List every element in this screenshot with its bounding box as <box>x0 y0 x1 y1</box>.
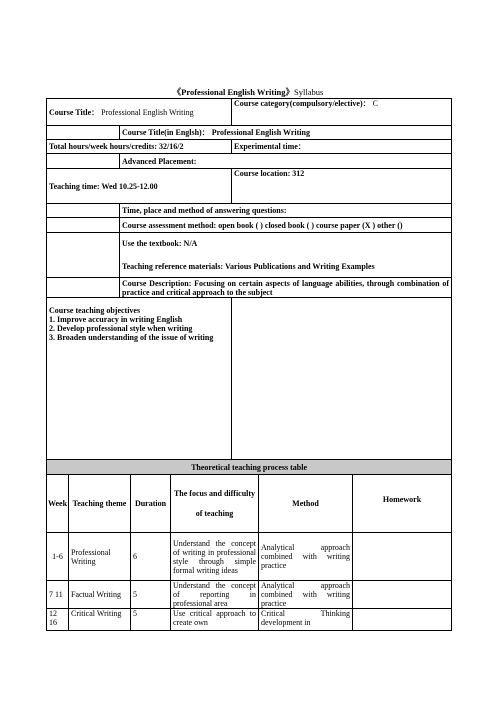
row-focus: Understand the concept of writing in professional style through simple formal writing ideas <box>171 533 259 581</box>
course-title-value: Professional English Writing <box>101 107 194 117</box>
row-week: 7 11 <box>47 581 69 609</box>
empty-cell <box>47 126 120 140</box>
course-category-value: C <box>372 99 378 108</box>
empty-cell <box>47 278 120 298</box>
empty-cell <box>47 204 120 218</box>
row-duration: 5 <box>131 609 171 631</box>
header-focus: The focus and difficulty of teaching <box>171 475 259 533</box>
total-hours: Total hours/week hours/credits: 32/16/2 <box>47 140 232 154</box>
assessment-method: Course assessment method: open book ( ) closed book ( ) course paper (X ) other () <box>120 218 452 233</box>
answering-questions: Time, place and method of answering questions: <box>120 204 452 218</box>
reference-materials: Teaching reference materials: Various Publications and Writing Examples <box>122 262 375 271</box>
row-theme: Critical Writing <box>69 609 131 631</box>
document-title-bold: 《Professional English Writing》 <box>172 87 295 97</box>
course-description: Course Description: Focusing on certain aspects of language abilities, through combination of practice and critical approach to the subject <box>120 278 452 298</box>
document-title <box>0 86 496 98</box>
empty-cell <box>47 218 120 233</box>
row-week: 1-6 <box>47 533 69 581</box>
objectives-title: Course teaching objectives <box>49 306 141 315</box>
table-row <box>47 533 452 581</box>
row-homework <box>353 609 452 631</box>
course-category-cell <box>232 99 452 126</box>
row-method: Critical Thinking development in <box>259 609 353 631</box>
empty-cell <box>47 154 120 169</box>
table-row <box>47 609 452 631</box>
syllabus-info-table <box>46 98 452 460</box>
row-duration: 5 <box>131 581 171 609</box>
header-theme: Teaching theme <box>69 475 131 533</box>
row-homework <box>353 533 452 581</box>
objective-item: 3. Broaden understanding of the issue of writing <box>49 333 214 342</box>
course-title-english: Course Title(in Englsh)： Professional English Writing <box>120 126 452 140</box>
header-duration: Duration <box>131 475 171 533</box>
document-title-rest: Syllabus <box>294 87 324 97</box>
process-table-title: Theoretical teaching process table <box>47 460 452 475</box>
header-week: Week <box>47 475 69 533</box>
objectives-cell <box>47 298 232 460</box>
course-title-cell <box>47 99 232 126</box>
objective-item: 2. Develop professional style when writing <box>49 324 193 333</box>
teaching-process-table <box>46 459 452 631</box>
row-method: Analytical approach combined with writing practice <box>259 581 353 609</box>
empty-cell <box>47 233 120 278</box>
row-duration: 6 <box>131 533 171 581</box>
course-category-label: Course category(compulsory/elective)： <box>234 99 371 108</box>
row-week: 12 16 <box>47 609 69 631</box>
empty-cell <box>232 298 452 460</box>
table-row <box>47 581 452 609</box>
row-method: Analytical approach combined with writing practice <box>259 533 353 581</box>
row-focus: Use critical approach to create own <box>171 609 259 631</box>
header-method: Method <box>259 475 353 533</box>
row-homework <box>353 581 452 609</box>
textbook: Use the textbook: N/A <box>122 239 198 248</box>
row-theme: Factual Writing <box>69 581 131 609</box>
course-title-label: Course Title： <box>49 107 100 117</box>
row-focus: Understand the concept of reporting in professional area <box>171 581 259 609</box>
textbook-cell <box>120 233 452 278</box>
teaching-time: Teaching time: Wed 10.25-12.00 <box>47 169 232 204</box>
objective-item: 1. Improve accuracy in writing English <box>49 315 183 324</box>
advanced-placement: Advanced Placement: <box>120 154 452 169</box>
header-homework: Homework <box>353 475 452 533</box>
row-theme: Professional Writing <box>69 533 131 581</box>
experimental-time: Experimental time： <box>232 140 452 154</box>
course-location: Course location: 312 <box>232 169 452 204</box>
